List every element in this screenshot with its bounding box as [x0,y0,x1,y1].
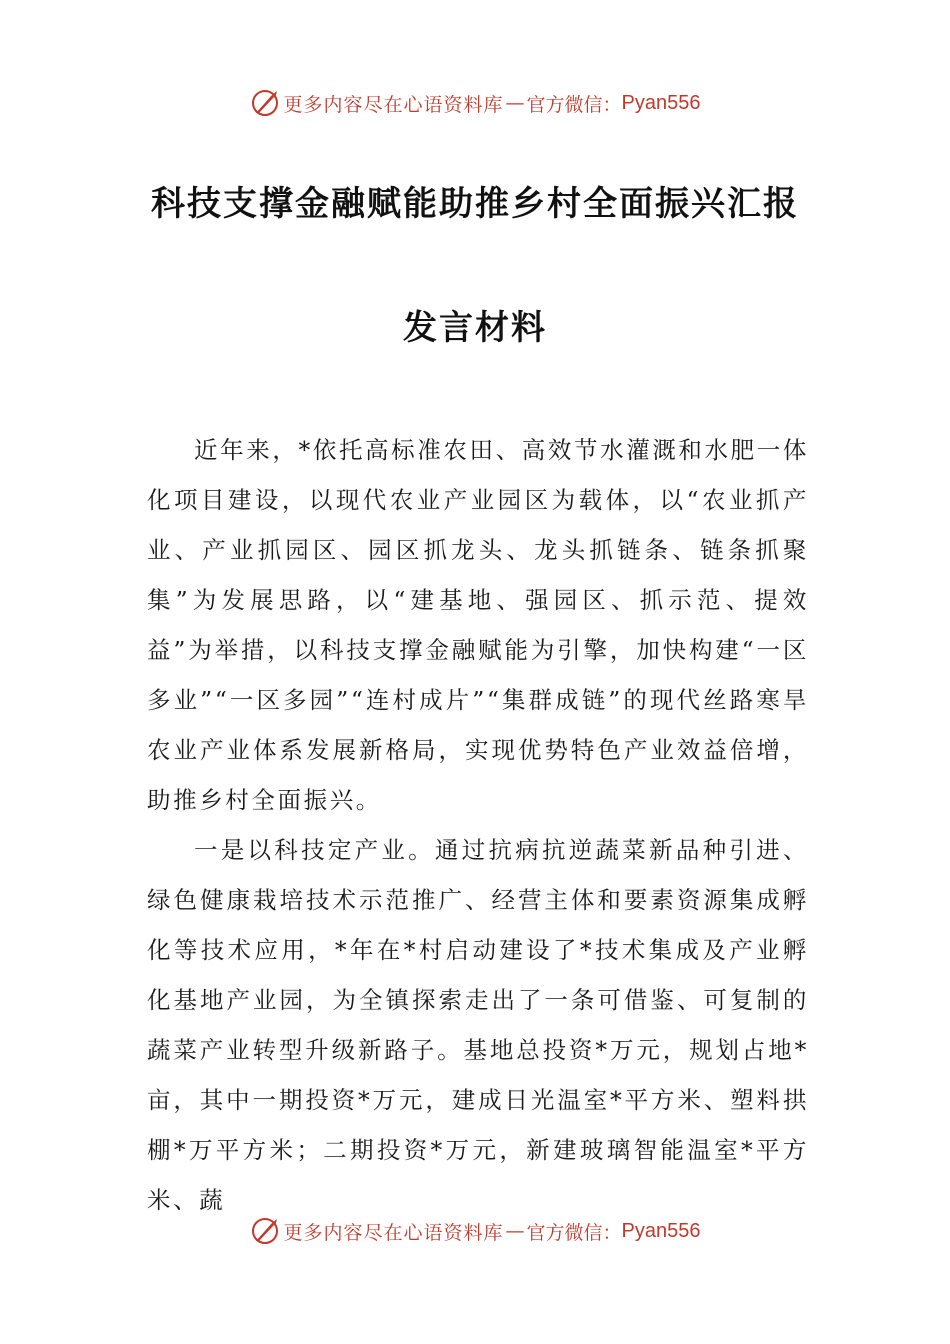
banner-dash: — [505,1220,525,1242]
banner-wechat-id: Pyan556 [621,91,701,114]
footer-banner [0,1211,950,1251]
document-body [147,425,809,1225]
banner-wechat-id: Pyan556 [621,1219,701,1242]
header-banner [0,83,950,123]
paragraph-intro: 近年来，*依托高标准农田、高效节水灌溉和水肥一体化项目建设，以现代农业产业园区为载体，以“农业抓产业、产业抓园区、园区抓龙头、龙头抓链条、链条抓聚集”为发展思路，以“建基地、强园区、抓示范、提效益”为举措，以科技支撑金融赋能为引擎，加快构建“一区多业”“一区多园”“连村成片”“集群成链”的现代丝路寒旱农业产业体系发展新格局，实现优势特色产业效益倍增，助推乡村全面振兴。 [147,436,809,814]
quill-logo-icon [250,88,280,118]
document-title-line2: 发言材料 [403,308,547,348]
banner-wechat-label: 官方微信： [526,93,622,116]
paragraph-tech-industry: 一是以科技定产业。通过抗病抗逆蔬菜新品种引进、绿色健康栽培技术示范推广、经营主体和要素资源集成孵化等技术应用，*年在*村启动建设了*技术集成及产业孵化基地产业园，为全镇探索走出了一条可借鉴、可复制的蔬菜产业转型升级新路子。基地总投资*万元，规划占地*亩，其中一期投资*万元，建成日光温室*平方米、塑料拱棚*万平方米；二期投资*万元，新建玻璃智能温室*平方米、蔬 [147,836,809,1214]
banner-text: 更多内容尽在心语资料库 [283,1221,504,1244]
quill-logo-icon [250,1216,280,1246]
banner-dash: — [505,92,525,114]
banner-wechat-label: 官方微信： [526,1221,622,1244]
document-title-line1: 科技支撑金融赋能助推乡村全面振兴汇报 [151,184,799,224]
banner-text: 更多内容尽在心语资料库 [283,93,504,116]
